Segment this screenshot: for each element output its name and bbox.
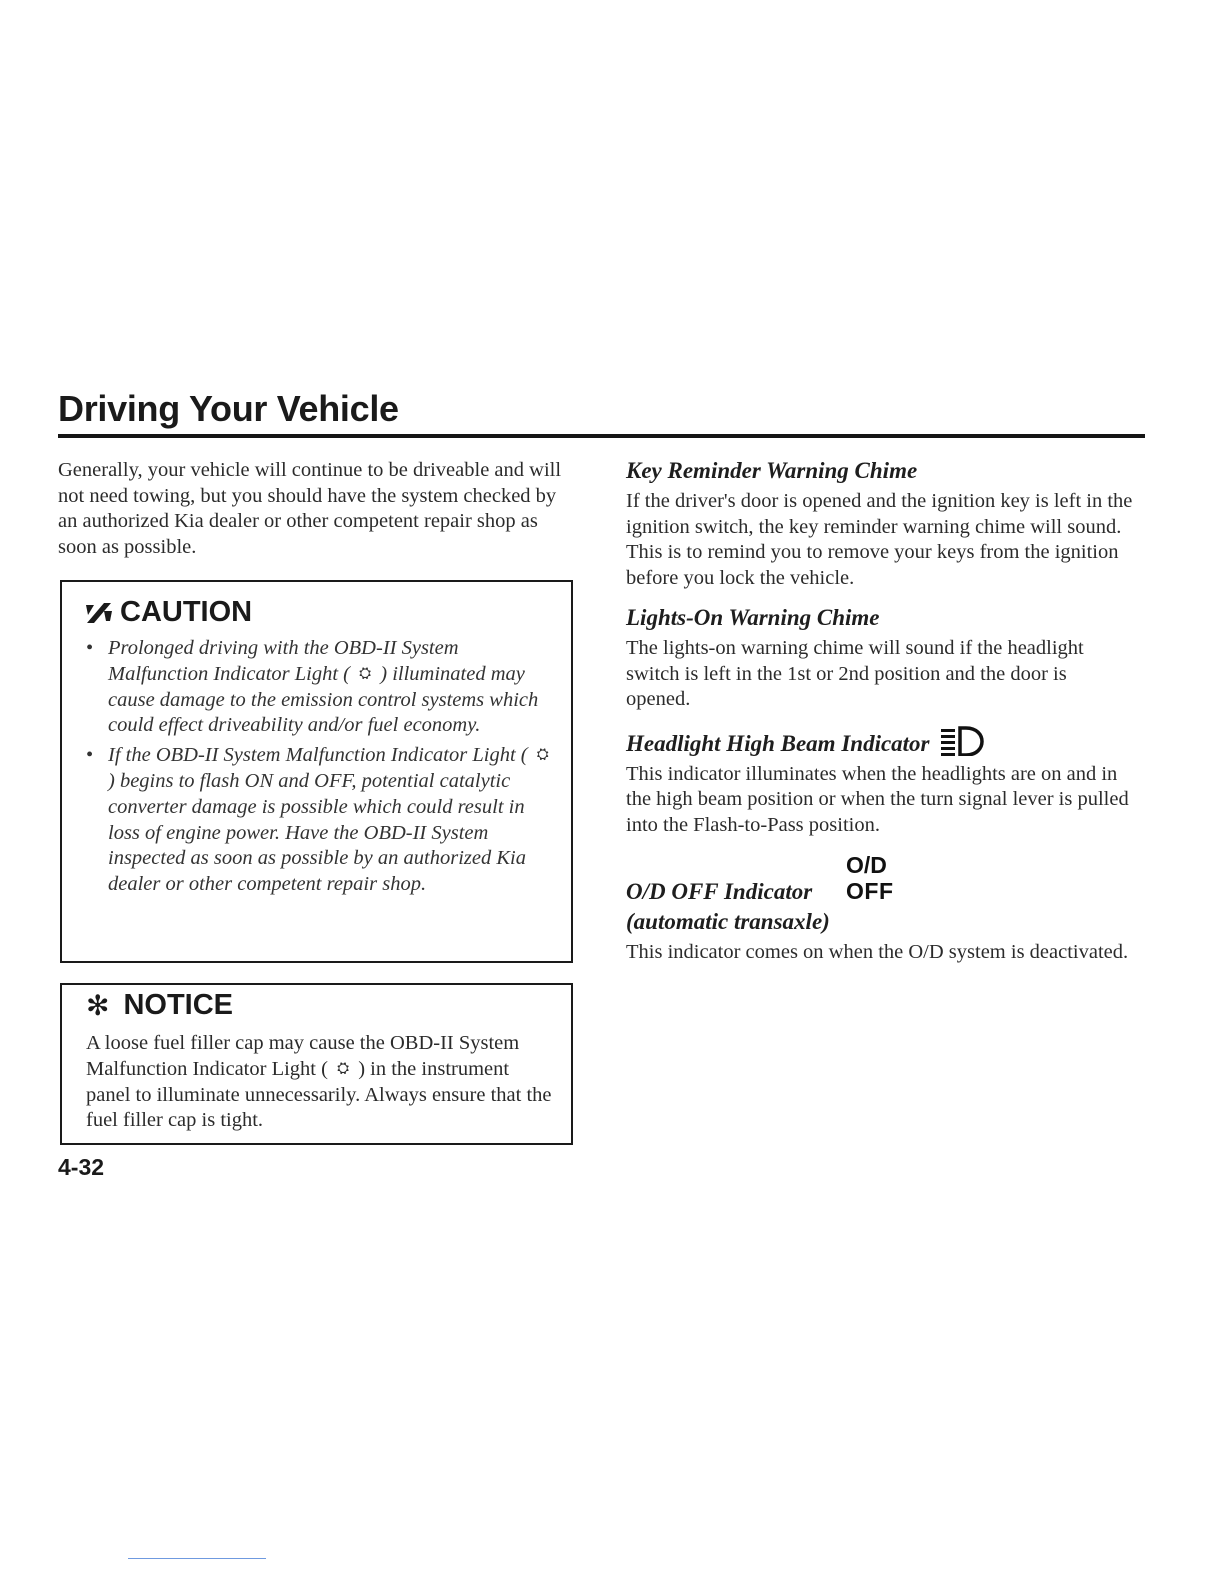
caution-bullet-2-before: If the OBD-II System Malfunction Indicator Light ( <box>108 744 528 767</box>
notice-text <box>86 1031 556 1134</box>
left-column <box>58 458 574 560</box>
high-beam-body: This indicator illuminates when the headlights are on and in the high beam position or when the turn signal lever is pulled into the Flash-to-Pass position. <box>626 762 1129 836</box>
engine-check-icon: ⛭ <box>359 665 372 682</box>
caution-bullet-2-after: ) begins to flash ON and OFF, potential catalytic converter damage is possible which could result in loss of engine power. Have the OBD-II System inspected as soon as possible by an authorized Kia dealer or other competent repair shop. <box>108 769 526 896</box>
high-beam-heading-row <box>626 726 1136 758</box>
caution-box <box>60 580 573 963</box>
key-reminder-body: If the driver's door is opened and the ignition key is left in the ignition switch, the key reminder warning chime will sound. This is to remind you to remove your keys from the ignition before you lock the vehicle. <box>626 490 1133 589</box>
notice-asterisk-icon: ✻ <box>86 990 110 1021</box>
page-title: Driving Your Vehicle <box>58 388 399 429</box>
caution-slash-icon <box>84 601 114 625</box>
notice-text-after: ) in the instrument panel to illuminate unnecessarily. Always ensure that the fuel filler cap is tight. <box>86 1057 552 1132</box>
title-rule <box>58 434 1145 438</box>
od-indicator-label-top: O/D <box>846 852 887 878</box>
lights-on-heading: Lights-On Warning Chime <box>626 605 880 630</box>
lights-on-body: The lights-on warning chime will sound if the headlight switch is left in the 1st or 2nd position and the door is opened. <box>626 637 1084 710</box>
intro-paragraph: Generally, your vehicle will continue to be driveable and will not need towing, but you should have the system checked by an authorized Kia dealer or other competent repair shop as soon as possible. <box>58 459 562 558</box>
high-beam-icon <box>940 726 984 756</box>
high-beam-heading: Headlight High Beam Indicator <box>626 730 930 756</box>
key-reminder-heading: Key Reminder Warning Chime <box>626 458 918 483</box>
caution-bullet-2 <box>84 743 554 898</box>
caution-list <box>84 636 554 902</box>
notice-heading-text: NOTICE <box>123 989 234 1021</box>
caution-heading-text: CAUTION <box>120 596 253 628</box>
od-off-subheading: (automatic transaxle) <box>626 909 830 934</box>
bullet-dot: • <box>86 637 94 659</box>
right-column <box>626 457 1136 966</box>
caution-bullet-1-before: Prolonged driving with the OBD-II System Malfunction Indicator Light ( <box>108 637 459 685</box>
caution-bullet-1 <box>84 636 554 739</box>
od-off-heading: O/D OFF Indicator <box>626 879 813 904</box>
notice-heading <box>86 989 233 1022</box>
notice-box <box>60 983 573 1145</box>
engine-check-icon: ⛭ <box>536 747 549 764</box>
bullet-dot: • <box>86 744 94 767</box>
od-off-body: This indicator comes on when the O/D system is deactivated. <box>626 941 1129 963</box>
notice-text-before: A loose fuel filler cap may cause the OBD-II System Malfunction Indicator Light ( <box>86 1032 520 1080</box>
footer-link-underline <box>128 1558 266 1559</box>
caution-heading <box>84 596 252 629</box>
od-indicator-label-bottom: OFF <box>846 878 894 904</box>
caution-bullet-1-after: ) illuminated may cause damage to the emission control systems which could effect driveability and/or fuel economy. <box>108 662 539 737</box>
od-off-heading-block <box>626 852 1136 908</box>
page-number: 4-32 <box>58 1154 105 1180</box>
engine-check-icon: ⛭ <box>337 1060 350 1077</box>
